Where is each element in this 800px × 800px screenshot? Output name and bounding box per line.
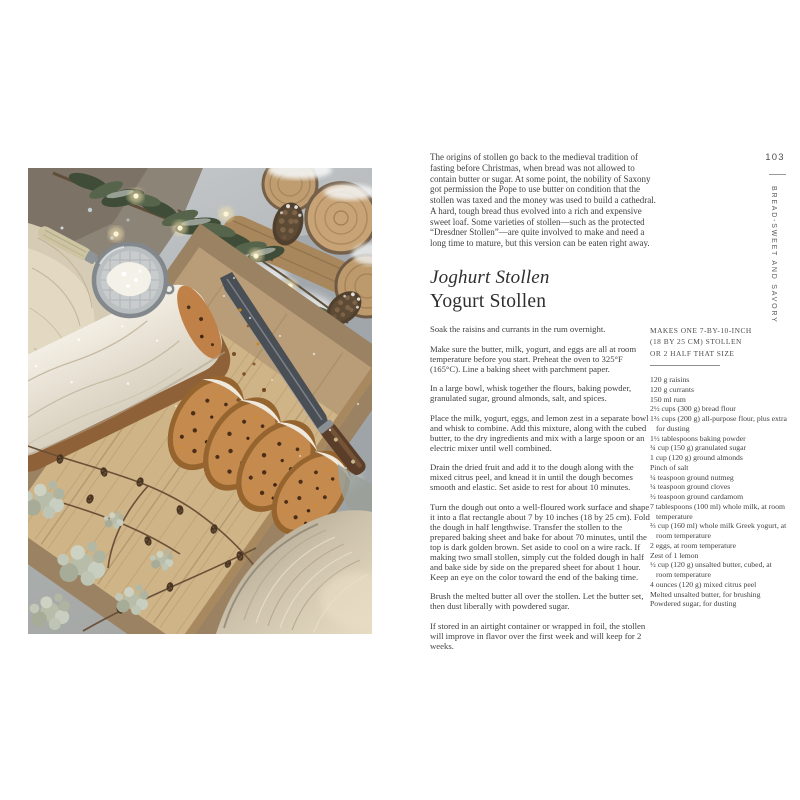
ingredient-item: ½ cup (120 g) unsalted butter, cubed, at room temperature: [650, 560, 772, 580]
ingredient-item: ¼ teaspoon ground cloves: [650, 482, 731, 492]
recipe-steps: [430, 324, 654, 660]
ingredient-item: 150 ml rum: [650, 394, 686, 404]
ingredient-item: 4 ounces (120 g) mixed citrus peel: [650, 579, 757, 589]
ingredients-divider: [650, 365, 720, 366]
ingredients-column: [650, 325, 788, 609]
recipe-step: In a large bowl, whisk together the flours, baking powder, granulated sugar, ground almonds, salt, and spices.: [430, 383, 632, 403]
ingredient-item: 1⅔ cups (200 g) all-purpose flour, plus extra for dusting: [650, 414, 787, 433]
ingredient-item: 2 eggs, at room temperature: [650, 540, 737, 550]
recipe-step: Make sure the butter, milk, yogurt, and eggs are all at room temperature before you start. Preheat the oven to 325°F (165°C). Line a baking sheet with parchment paper.: [430, 343, 637, 374]
ingredient-item: Pinch of salt: [650, 462, 689, 472]
page-number: 103: [765, 152, 785, 163]
stollen-photo: [28, 168, 372, 634]
ingredient-item: 7 tablespoons (100 ml) whole milk, at room temperature: [650, 501, 785, 521]
recipe-step: If stored in an airtight container or wrapped in foil, the stollen will improve in flavor over the first week and will keep for 2 weeks.: [430, 620, 646, 651]
recipe-title-english: Yogurt Stollen: [430, 291, 547, 312]
ingredient-item: 2½ cups (300 g) bread flour: [650, 404, 736, 414]
ingredient-item: ¾ cup (150 g) granulated sugar: [650, 443, 747, 453]
section-label: BREAD-SWEET AND SAVORY: [770, 186, 777, 324]
recipe-title-german: Joghurt Stollen: [430, 267, 550, 288]
ingredient-item: Zest of 1 lemon: [650, 550, 699, 560]
recipe-step: Turn the dough out onto a well-floured work surface and shape it into a flat rectangle about 7 by 10 inches (18 by 25 cm). Fold the dough in half lengthwise. Transfer the stollen to the prepared baking sheet and bake for about 70 minutes, until the top is dark golden brown. Set aside to cool on a wire rack. If making two small stollen, simply cut the folded dough in half and bake side by side on the prepared sheet for about 1 hour. Keep an eye on the color toward the end of the baking time.: [430, 501, 650, 582]
ingredient-item: ¼ teaspoon ground nutmeg: [650, 472, 734, 482]
ingredient-item: Powdered sugar, for dusting: [650, 599, 737, 609]
yield-line: (18 BY 25 CM) STOLLEN: [650, 337, 742, 347]
recipe-step: Brush the melted butter all over the stollen. Let the butter set, then dust liberally with powdered sugar.: [430, 591, 644, 611]
yield-line: MAKES ONE 7-BY-10-INCH: [650, 326, 752, 335]
ingredient-item: Melted unsalted butter, for brushing: [650, 589, 761, 599]
ingredient-item: ⅔ cup (160 ml) whole milk Greek yogurt, at room temperature: [650, 521, 787, 541]
recipe-step: Drain the dried fruit and add it to the dough along with the mixed citrus peel, and knead it in until the dough becomes smooth and elastic. Set aside to rest for about 10 minutes.: [430, 462, 634, 492]
recipe-step: Place the milk, yogurt, eggs, and lemon zest in a separate bowl and whisk to combine. Add this mixture, along with the cubed butter, to the dry ingredients and mix with a large spoon or an electric mixer until well combined.: [430, 412, 649, 453]
ingredient-item: 1½ tablespoons baking powder: [650, 433, 746, 443]
ingredient-item: ½ teaspoon ground cardamom: [650, 492, 744, 502]
recipe-intro: The origins of stollen go back to the medieval tradition of fasting before Christmas, when bread was not allowed to contain butter or sugar. At some point, the nobility of Saxony got permission the Pope to use butter on condition that the stollen was taxed and the money was used to build a cathedral. A hard, tough bread thus evolved into a rich and expensive sweet loaf. Some varieties of stollen—such as the protected “Dresdner Stollen”—are quite involved to make and need a long time to mature, but this version can be eaten right away.: [430, 152, 656, 248]
recipe-yield: [650, 325, 788, 359]
ingredients-list: [650, 375, 788, 609]
stollen-photo-illustration: [28, 168, 372, 634]
ingredient-item: 1 cup (120 g) ground almonds: [650, 453, 743, 463]
folio-divider: [769, 174, 786, 175]
ingredient-item: 120 g raisins: [650, 375, 690, 385]
yield-line: OR 2 HALF THAT SIZE: [650, 348, 735, 358]
ingredient-item: 120 g currants: [650, 384, 694, 394]
recipe-step: Soak the raisins and currants in the rum overnight.: [430, 324, 606, 334]
